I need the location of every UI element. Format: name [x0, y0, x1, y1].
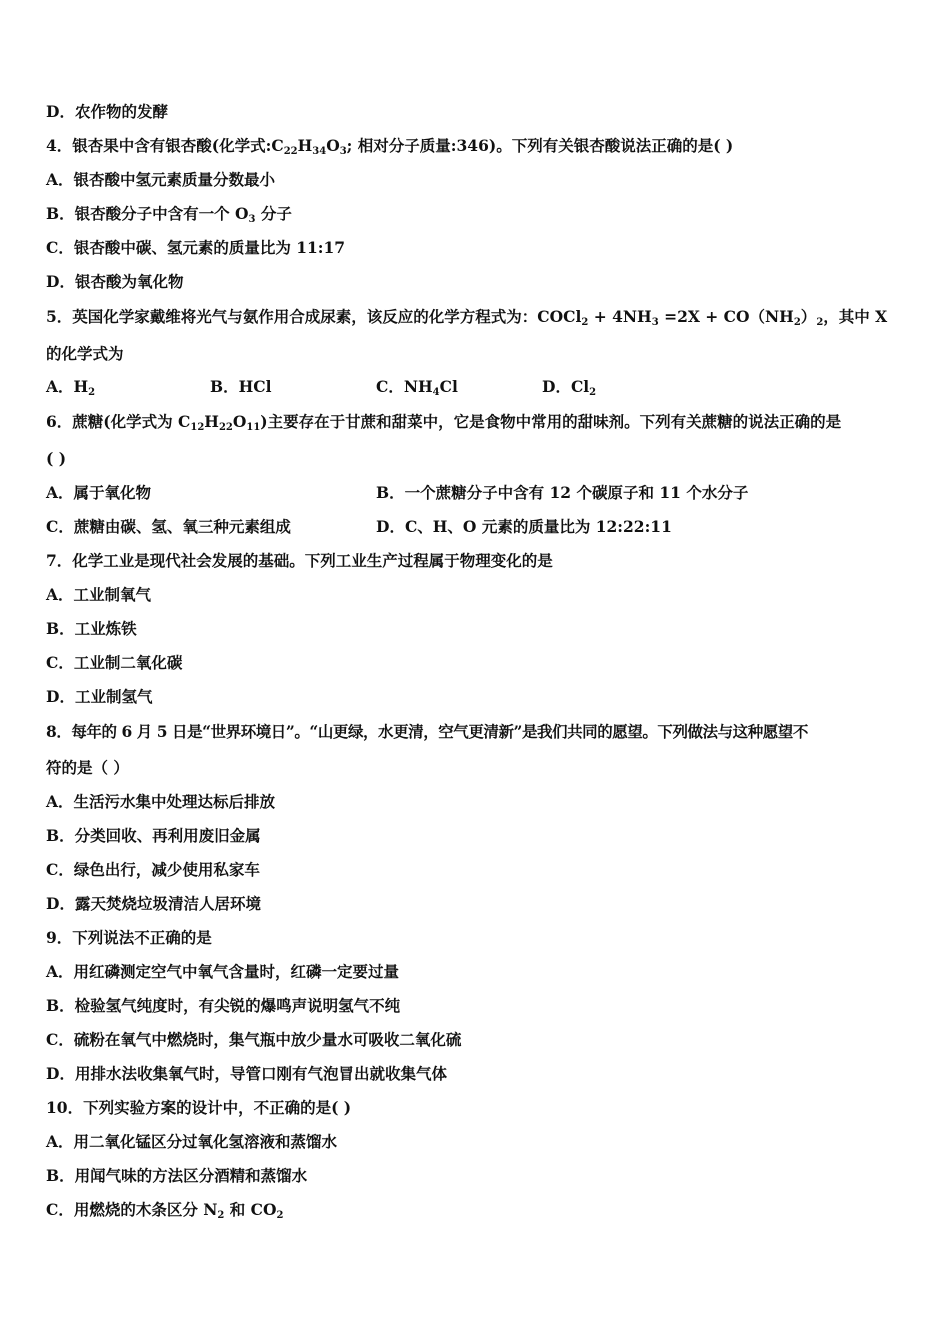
q7-option-d: D．工业制氢气	[46, 687, 153, 706]
q5-option-a: A．$H_2$	[46, 377, 96, 398]
q9-option-a: A．用红磷测定空气中氧气含量时，红磷一定要过量	[46, 962, 400, 981]
q10-option-c: C．用燃烧的木条区分 $N_2$ 和 $CO_2$	[46, 1200, 284, 1221]
q9-option-d: D．用排水法收集氧气时，导管口刚有气泡冒出就收集气体	[46, 1064, 447, 1083]
q10-option-a: A．用二氧化锰区分过氧化氢溶液和蒸馏水	[46, 1132, 338, 1151]
q10-stem: 10．下列实验方案的设计中，不正确的是( )	[46, 1098, 352, 1117]
q7-option-c: C．工业制二氧化碳	[46, 653, 183, 672]
q8-option-d: D．露天焚烧垃圾清洁人居环境	[46, 894, 261, 913]
q8-stem: 8．每年的 6 月 5 日是“世界环境日”。“山更绿，水更清，空气更清新”是我们共同的愿望。下列做法与这种愿望不	[46, 722, 808, 741]
q6-option-a: A．属于氧化物	[46, 483, 152, 502]
q9-option-b: B．检验氢气纯度时，有尖锐的爆鸣声说明氢气不纯	[46, 996, 401, 1015]
q4-stem: 4．银杏果中含有银杏酸(化学式$:C_{22}H_{34}O_3$; 相对分子质量:346)。下列有关银杏酸说法正确的是( )	[46, 136, 734, 157]
q5-stem: 5．英国化学家戴维将光气与氨作用合成尿素，该反应的化学方程式为：COCl$_2$ + $4NH_3 =2X + CO(NH_2)_2$，其中 X	[46, 307, 888, 328]
q6-stem-line2: ( )	[46, 449, 67, 468]
q5-option-c: C．$NH_4Cl$	[376, 377, 458, 398]
q4-option-a: A．银杏酸中氢元素质量分数最小	[46, 170, 276, 189]
q8-option-a: A．生活污水集中处理达标后排放	[46, 792, 276, 811]
q6-stem: 6．蔗糖(化学式为 $C_{12}H_{22}O_{11}$)主要存在于甘蔗和甜菜中，它是食物中常用的甜味剂。下列有关蔗糖的说法正确的是	[46, 412, 842, 433]
q5-option-b: B．HCl	[210, 377, 272, 396]
q5-stem-line2: 的化学式为	[46, 344, 124, 363]
q6-options-row2	[46, 517, 672, 537]
q6-option-b: B．一个蔗糖分子中含有 12 个碳原子和 11 个水分子	[376, 483, 749, 502]
q6-options-row1	[46, 483, 749, 503]
q5-option-d: D．$Cl_2$	[542, 377, 597, 398]
q8-stem-line2: 符的是（ ）	[46, 758, 129, 777]
q4-option-b: B．银杏酸分子中含有一个 $O_3$ 分子	[46, 204, 292, 225]
q9-stem: 9．下列说法不正确的是	[46, 928, 212, 947]
q9-option-c: C．硫粉在氧气中燃烧时，集气瓶中放少量水可吸收二氧化硫	[46, 1030, 462, 1049]
q10-option-b: B．用闻气味的方法区分酒精和蒸馏水	[46, 1166, 308, 1185]
q8-option-b: B．分类回收、再利用废旧金属	[46, 826, 261, 845]
q8-option-c: C．绿色出行，减少使用私家车	[46, 860, 260, 879]
q7-option-a: A．工业制氧气	[46, 585, 152, 604]
q7-option-b: B．工业炼铁	[46, 619, 137, 638]
q7-stem: 7．化学工业是现代社会发展的基础。下列工业生产过程属于物理变化的是	[46, 551, 553, 570]
q4-option-c: C．银杏酸中碳、氢元素的质量比为 11:17	[46, 238, 346, 257]
q4-option-d: D．银杏酸为氧化物	[46, 272, 184, 291]
q3-option-d: D．农作物的发酵	[46, 102, 168, 121]
q6-option-d: D．C、H、O 元素的质量比为 12:22:11	[376, 517, 672, 536]
q6-option-c: C．蔗糖由碳、氢、氧三种元素组成	[46, 517, 291, 536]
